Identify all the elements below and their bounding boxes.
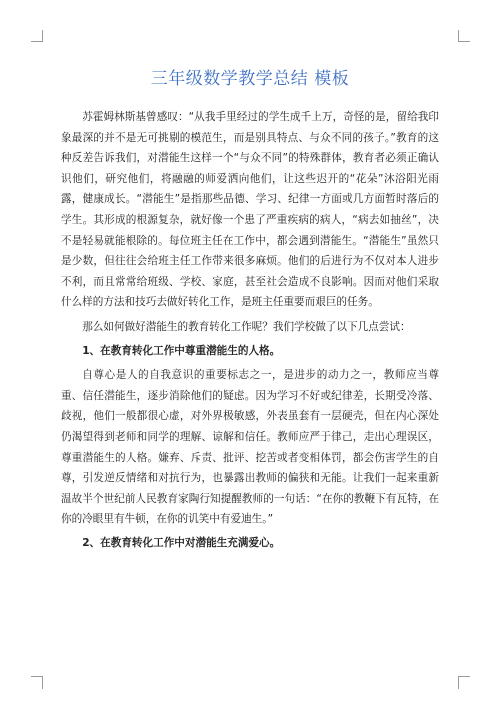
document-body <box>61 107 439 553</box>
crop-mark-top-right-v <box>458 30 459 42</box>
paragraph-intro: 苏霍姆林斯基曾感叹：“从我手里经过的学生成千上万，奇怪的是，留给我印象最深的并不是无可挑剔的模范生，而是别具特点、与众不同的孩子。”教育的这种反差告诉我们，对潜能生这样一个“与众不同”的特殊群体，教育者必须正确认识他们，研究他们，将融融的师爱洒向他们，让这些迟开的“花朵”沐浴阳光雨露，健康成长。“潜能生”是指那些品德、学习、纪律一方面或几方面暂时落后的学生。其形成的根源复杂，就好像一个患了严重疾病的病人，“病去如抽丝”，决不是轻易就能根除的。每位班主任在工作中，都会遇到潜能生。“潜能生”虽然只是少数，但往往会给班主任工作带来很多麻烦。他们的后进行为不仅对本人进步不利，而且常常给班级、学校、家庭，甚至社会造成不良影响。因而对他们采取什么样的方法和技巧去做好转化工作，是班主任重要而艰巨的任务。 <box>61 111 439 309</box>
paragraph-question: 那么如何做好潜能生的教育转化工作呢？我们学校做了以下几点尝试： <box>82 320 411 333</box>
section-heading-1: 1、在教育转化工作中尊重潜能生的人格。 <box>82 344 281 357</box>
crop-mark-bottom-right-v <box>458 677 459 689</box>
crop-mark-bottom-right-h <box>458 676 470 677</box>
page-title: 三年级数学教学总结 模板 <box>150 69 350 89</box>
crop-mark-top-left-v <box>42 30 43 42</box>
section-heading-2: 2、在教育转化工作中对潜能生充满爱心。 <box>82 536 281 549</box>
crop-mark-top-right-h <box>458 41 470 42</box>
paragraph-respect: 自尊心是人的自我意识的重要标志之一，是进步的动力之一，教师应当尊重、信任潜能生，逐步消除他们的疑虑。因为学习不好或纪律差，长期受冷落、歧视，他们一般都很心虚，对外界极敏感，外表虽套有一层硬壳，但在内心深处仍渴望得到老师和同学的理解、谅解和信任。教师应严于律己，走出心理误区，尊重潜能生的人格。嫌弃、斥责、批评、挖苦或者变相体罚，都会伤害学生的自尊，引发逆反情绪和对抗行为，也暴露出教师的偏狭和无能。让我们一起来重新温故半个世纪前人民教育家陶行知提醒教师的一句话：“在你的教鞭下有瓦特，在你的冷眼里有牛顿，在你的讥笑中有爱迪生。” <box>61 369 439 526</box>
crop-mark-bottom-left-v <box>42 677 43 689</box>
